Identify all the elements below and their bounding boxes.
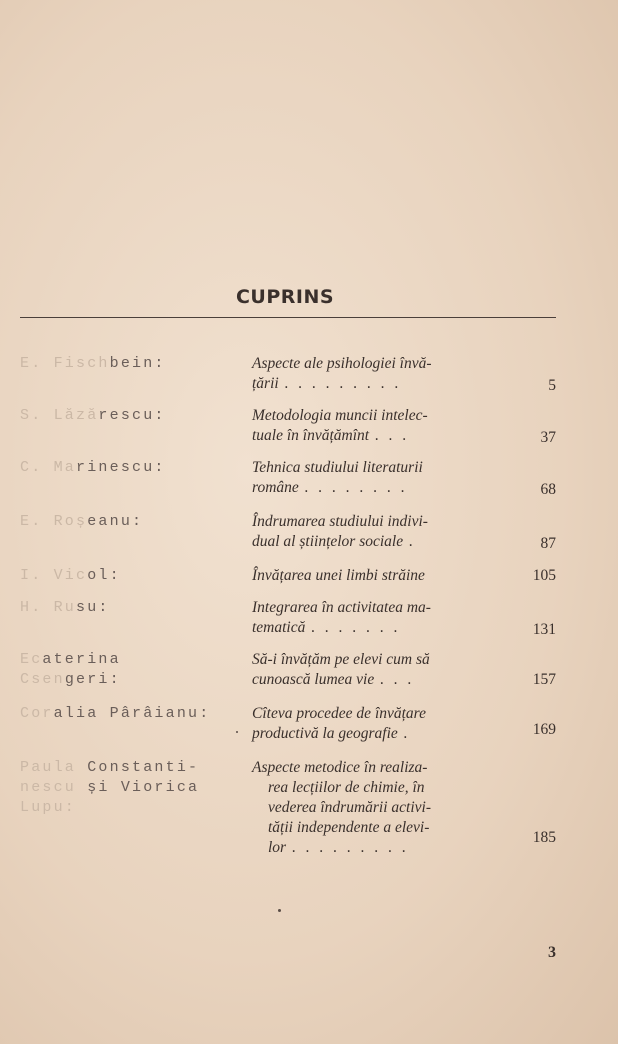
entry-title: Aspecte metodice în realiza- rea lecțiilor de chimie, în vederea îndrumării activi- tății independente a elevi- lor . . . . . . . . .	[252, 759, 431, 856]
entry-page: 131	[532, 621, 556, 638]
entry-page: 37	[540, 429, 556, 446]
entry-title: Metodologia muncii intelec- tuale în învățămînt . . .	[252, 407, 428, 444]
entry-title: Cîteva procedee de învățare productivă la geografie .	[252, 705, 427, 742]
entry-page: 5	[548, 377, 556, 394]
entry-page: 169	[532, 721, 556, 738]
entry-title: Aspecte ale psihologiei învă- țării . . . . . . . . .	[252, 355, 432, 392]
entry-title: Să-i învățăm pe elevi cum să cunoască lumea vie . . .	[252, 651, 430, 688]
entry-author: C. Marinescu:	[20, 459, 166, 476]
ink-speck	[236, 731, 238, 733]
entry-page: 185	[532, 829, 556, 846]
entry-author: E. Roșeanu:	[20, 513, 144, 530]
title-rule	[20, 317, 556, 318]
entry-title: Integrarea în activitatea ma- tematică . . . . . . .	[252, 599, 431, 636]
entry-page: 68	[540, 481, 556, 498]
entry-author: S. Lăzărescu:	[20, 407, 166, 424]
entry-author: Ecaterina Csengeri:	[20, 651, 121, 688]
entry-page: 87	[540, 535, 556, 552]
ink-speck	[278, 909, 281, 912]
entry-title: Învățarea unei limbi străine	[252, 567, 425, 584]
entry-page: 105	[532, 567, 556, 584]
entry-author: Paula Constanti- nescu și Viorica Lupu:	[20, 759, 200, 816]
entry-author: I. Vicol:	[20, 567, 121, 584]
entry-title: Îndrumarea studiului indivi- dual al științelor sociale .	[252, 513, 428, 550]
page-number: 3	[548, 944, 556, 961]
page-title: CUPRINS	[235, 286, 335, 308]
entry-page: 157	[532, 671, 556, 688]
entry-title: Tehnica studiului literaturii române . . . . . . . .	[252, 459, 423, 496]
entry-author: Coralia Pârâianu:	[20, 705, 211, 722]
entry-author: E. Fischbein:	[20, 355, 166, 372]
entry-author: H. Rusu:	[20, 599, 110, 616]
